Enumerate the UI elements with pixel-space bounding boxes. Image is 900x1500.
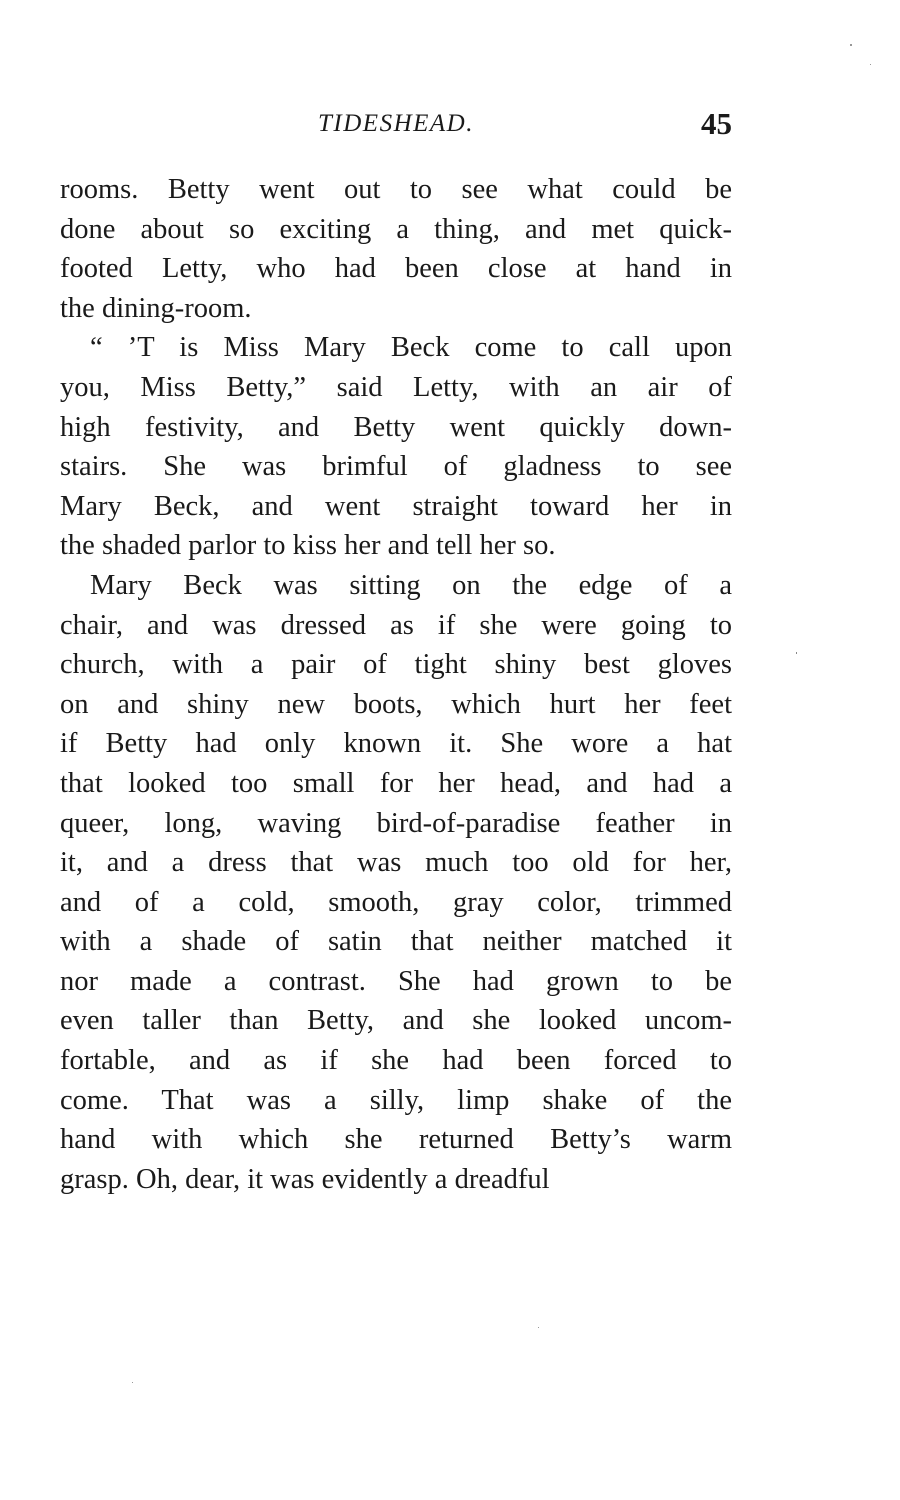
scan-speck	[850, 44, 852, 46]
text-line: the shaded parlor to kiss her and tell her so.	[60, 530, 556, 562]
text-line: Mary Beck was sitting on the edge of a	[90, 569, 732, 601]
text-line: rooms. Betty went out to see what could be	[60, 174, 732, 205]
text-line: that looked too small for her head, and had a	[60, 767, 732, 799]
page-number: 45	[701, 106, 732, 141]
text-line: and of a cold, smooth, gray color, trimmed	[60, 886, 732, 918]
text-line: chair, and was dressed as if she were going to	[60, 609, 732, 641]
text-line: with a shade of satin that neither matched it	[60, 926, 732, 958]
text-line: the dining-room.	[60, 292, 252, 324]
scan-speck	[132, 1382, 133, 1383]
scan-speck	[796, 652, 797, 654]
text-line: it, and a dress that was much too old for her,	[60, 847, 732, 879]
text-line: grasp. Oh, dear, it was evidently a dreadful	[60, 1163, 550, 1195]
text-line: hand with which she returned Betty’s warm	[60, 1124, 732, 1156]
text-line: come. That was a silly, limp shake of the	[60, 1084, 732, 1116]
text-line: stairs. She was brimful of gladness to see	[60, 451, 732, 483]
body-text	[60, 170, 732, 1199]
text-line: footed Letty, who had been close at hand in	[60, 253, 732, 285]
text-line: “ ’T is Miss Mary Beck come to call upon	[90, 332, 732, 364]
text-line: on and shiny new boots, which hurt her feet	[60, 688, 732, 720]
running-head	[60, 106, 732, 146]
scan-speck	[870, 64, 871, 65]
text-line: done about so exciting a thing, and met quick-	[60, 213, 732, 245]
text-line: queer, long, waving bird-of-paradise feather in	[60, 807, 732, 839]
text-line: church, with a pair of tight shiny best gloves	[60, 649, 732, 681]
text-line: if Betty had only known it. She wore a hat	[60, 728, 732, 760]
text-line: you, Miss Betty,” said Letty, with an air of	[60, 371, 732, 403]
text-line: nor made a contrast. She had grown to be	[60, 965, 732, 997]
text-line: Mary Beck, and went straight toward her in	[60, 490, 732, 522]
running-title: TIDESHEAD.	[318, 110, 474, 137]
scan-speck	[538, 1327, 539, 1328]
text-line: fortable, and as if she had been forced to	[60, 1045, 732, 1077]
text-line: high festivity, and Betty went quickly down-	[60, 411, 732, 443]
text-line: even taller than Betty, and she looked uncom-	[60, 1005, 732, 1037]
